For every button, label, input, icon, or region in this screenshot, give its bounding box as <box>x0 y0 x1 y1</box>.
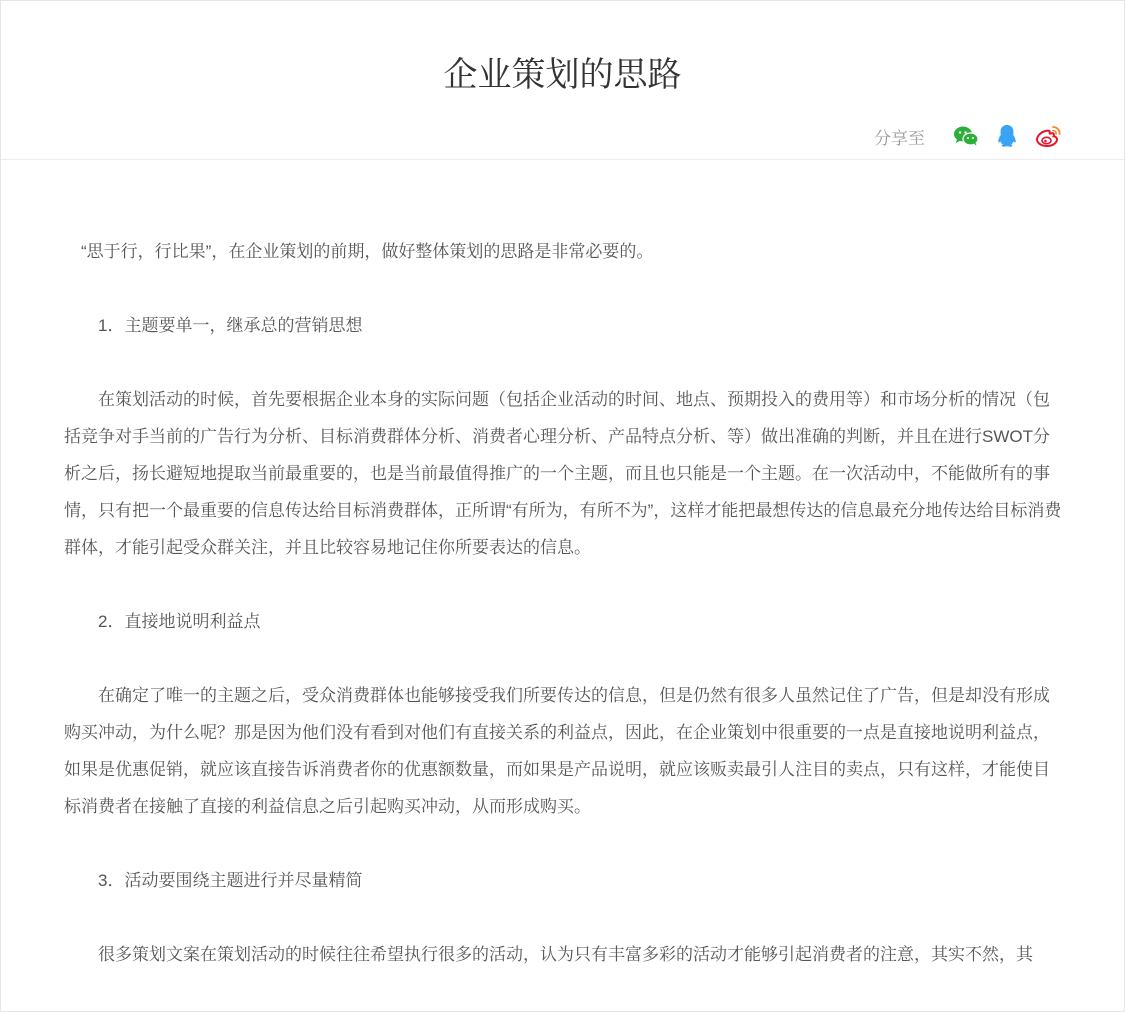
article-paragraph: 很多策划文案在策划活动的时候往往希望执行很多的活动，认为只有丰富多彩的活动才能够引起消费者的注意，其实不然，其 <box>98 945 1033 964</box>
section-heading: 3．活动要围绕主题进行并尽量精简 <box>98 871 363 890</box>
article-title: 企业策划的思路 <box>443 56 682 94</box>
share-bar <box>874 121 1062 151</box>
share-label: 分享至 <box>874 128 925 148</box>
article-header <box>1 1 1124 160</box>
article-body <box>64 233 1064 1010</box>
qq-icon[interactable] <box>993 122 1021 150</box>
section-heading: 1．主题要单一，继承总的营销思想 <box>98 316 363 335</box>
section-heading: 2．直接地说明利益点 <box>98 612 261 631</box>
article-paragraph: “思于行，行比果”，在企业策划的前期，做好整体策划的思路是非常必要的。 <box>81 242 654 261</box>
article-paragraph: 在确定了唯一的主题之后，受众消费群体也能够接受我们所要传达的信息，但是仍然有很多人虽然记住了广告，但是却没有形成购买冲动，为什么呢？那是因为他们没有看到对他们有直接关系的利益点，因此，在企业策划中很重要的一点是直接地说明利益点，如果是优惠促销，就应该直接告诉消费者你的优惠额数量，而如果是产品说明，就应该贩卖最引人注目的卖点，只有这样，才能使目标消费者在接触了直接的利益信息之后引起购买冲动，从而形成购买。 <box>64 686 1050 816</box>
weibo-icon[interactable] <box>1034 122 1062 150</box>
wechat-icon[interactable] <box>952 122 980 150</box>
article-paragraph: 在策划活动的时候，首先要根据企业本身的实际问题（包括企业活动的时间、地点、预期投入的费用等）和市场分析的情况（包括竞争对手当前的广告行为分析、目标消费群体分析、消费者心理分析、产品特点分析、等）做出准确的判断，并且在进行SWOT分析之后，扬长避短地提取当前最重要的，也是当前最值得推广的一个主题，而且也只能是一个主题。在一次活动中，不能做所有的事情，只有把一个最重要的信息传达给目标消费群体，正所谓“有所为，有所不为”，这样才能把最想传达的信息最充分地传达给目标消费群体，才能引起受众群关注，并且比较容易地记住你所要表达的信息。 <box>64 390 1062 557</box>
